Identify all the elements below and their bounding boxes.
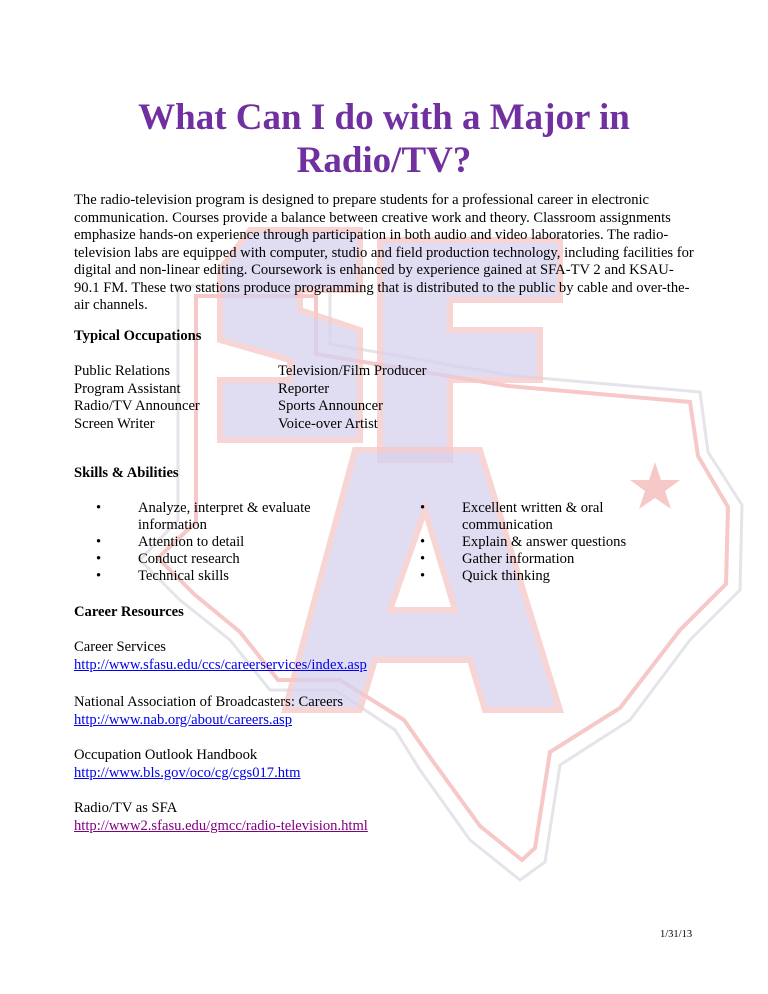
skill-item: • Excellent written & oral communication [420, 500, 604, 533]
skill-item: • Attention to detail [96, 534, 245, 550]
skill-item: • Conduct research [96, 551, 240, 567]
occupation-item: Public Relations [74, 363, 171, 379]
occupation-item: Reporter [278, 380, 330, 397]
resources-heading: Career Resources [74, 604, 184, 620]
page-title: What Can I do with a Major in Radio/TV? [138, 97, 630, 181]
occupations-left-column [74, 363, 200, 433]
occupation-item: Program Assistant [74, 380, 181, 397]
resource-name: National Association of Broadcasters: Careers [74, 694, 344, 710]
intro-paragraph: The radio-television program is designed to prepare students for a professional career in electronic communication. Courses provide a balance between creative work and theory. Classroom assignments emphasize hands-on experience through participation in both audio and video laboratories. The radio-television labs are equipped with computer, studio and field production technology, including facilities for digital and non-linear editing. Coursework is enhanced by experience gained at SFA-TV 2 and KSAU-90.1 FM. These two stations produce programming that is distributed to the public by cable and over-the-air channels. [74, 192, 694, 313]
skill-item: • Analyze, interpret & evaluate information [96, 500, 311, 533]
occupations-right-column [278, 363, 427, 433]
bullet-icon: • [96, 568, 102, 584]
resource-name: Occupation Outlook Handbook [74, 747, 258, 763]
bullet-icon: • [96, 551, 102, 567]
occupation-item: Voice-over Artist [278, 415, 378, 432]
resource-entry [74, 639, 367, 674]
skills-right-list [420, 500, 660, 585]
bullet-icon: • [96, 500, 102, 516]
bullet-icon: • [420, 500, 426, 516]
occupation-item: Radio/TV Announcer [74, 398, 200, 414]
occupation-item: Screen Writer [74, 415, 155, 432]
resource-link[interactable]: http://www.nab.org/about/careers.asp [74, 711, 293, 728]
occupation-item: Sports Announcer [278, 398, 383, 414]
resource-link[interactable]: http://www.bls.gov/oco/cg/cgs017.htm [74, 764, 301, 781]
bullet-icon: • [420, 551, 426, 567]
skill-item: • Gather information [420, 551, 575, 567]
resource-entry [74, 800, 368, 835]
resource-link[interactable]: http://www2.sfasu.edu/gmcc/radio-television.html [74, 817, 368, 834]
skills-left-list [96, 500, 336, 585]
skills-heading: Skills & Abilities [74, 465, 179, 481]
document-date: 1/31/13 [660, 929, 693, 940]
bullet-icon: • [420, 534, 426, 550]
skill-item: • Technical skills [96, 568, 229, 584]
resource-link[interactable]: http://www.sfasu.edu/ccs/careerservices/index.asp [74, 656, 367, 673]
resource-entry [74, 694, 343, 729]
occupations-heading: Typical Occupations [74, 328, 202, 344]
bullet-icon: • [96, 534, 102, 550]
resource-entry [74, 747, 300, 782]
resource-name: Career Services [74, 639, 166, 655]
skill-item: • Quick thinking [420, 568, 550, 584]
occupation-item: Television/Film Producer [278, 363, 427, 379]
skill-item: • Explain & answer questions [420, 534, 627, 550]
resource-name: Radio/TV as SFA [74, 800, 178, 816]
bullet-icon: • [420, 568, 426, 584]
